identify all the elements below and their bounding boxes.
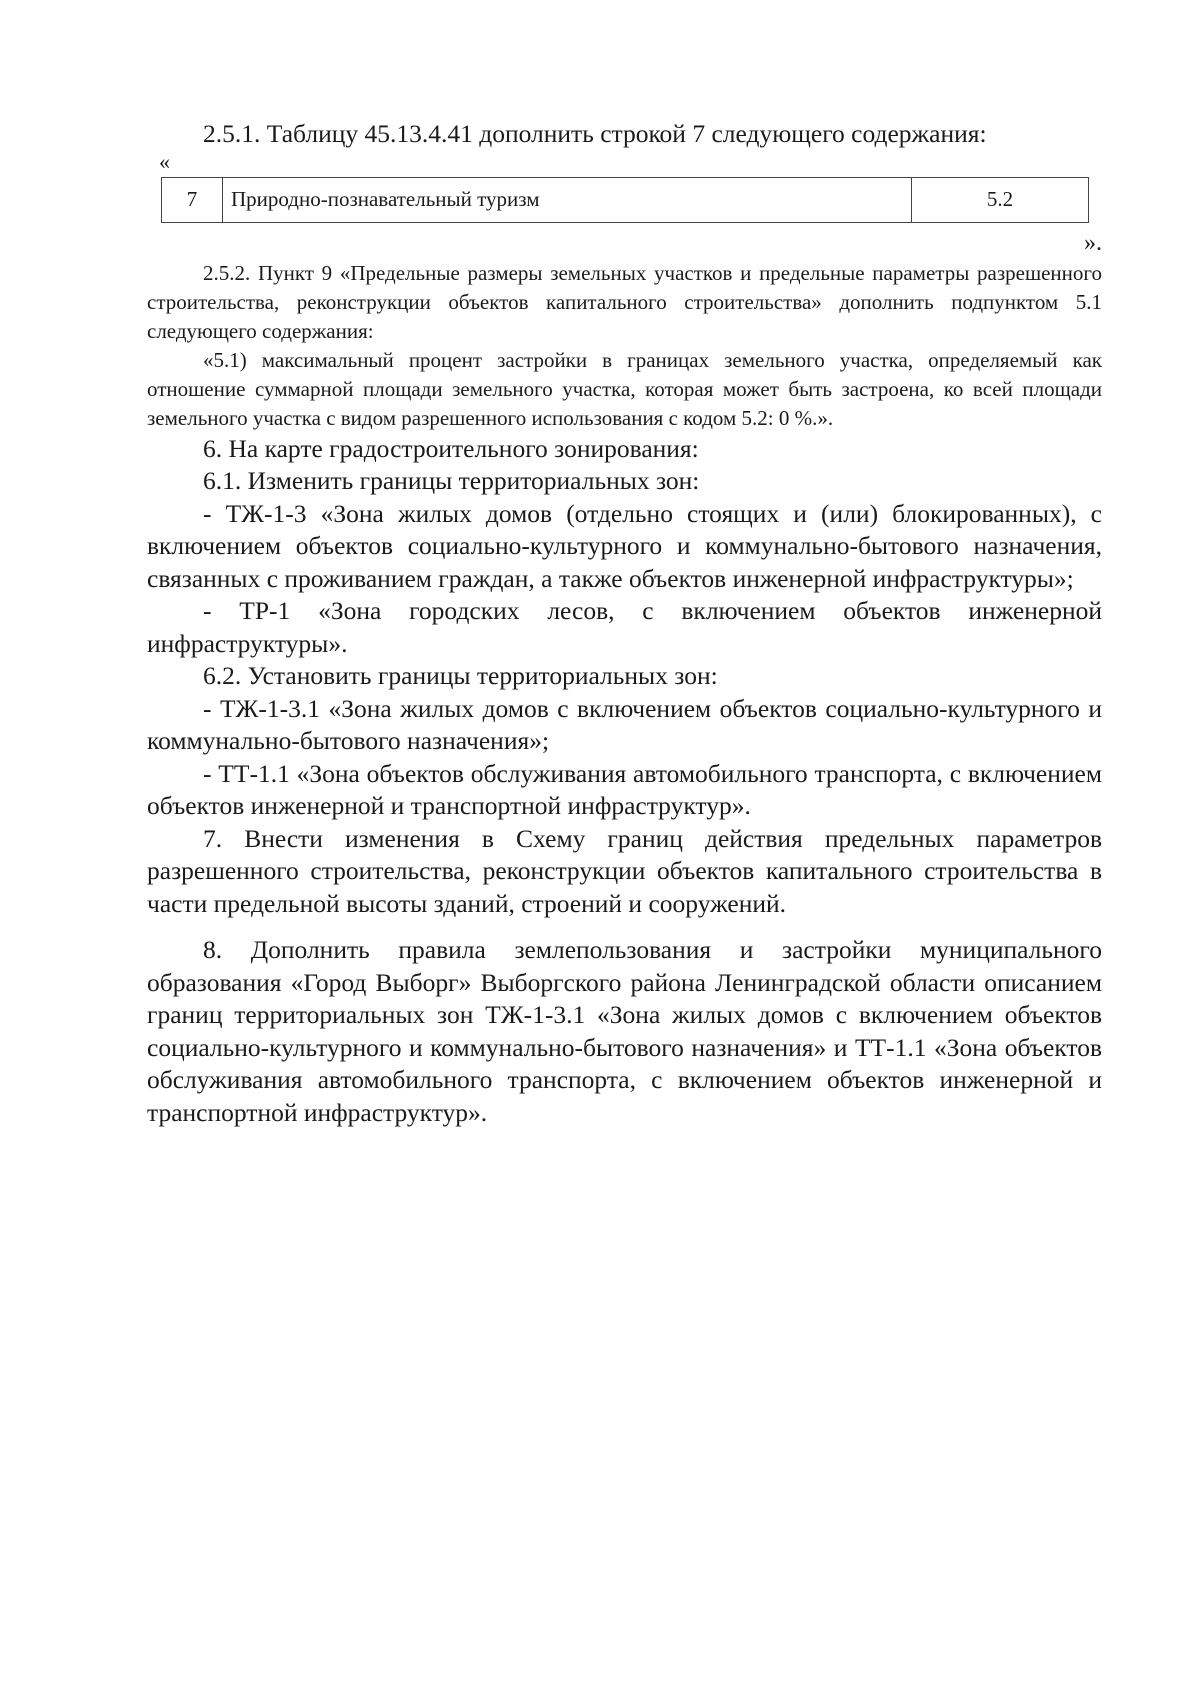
insert-table	[161, 177, 1089, 223]
paragraph-6: 6. На карте градостроительного зонирования:	[203, 433, 699, 463]
paragraph-5-1: «5.1) максимальный процент застройки в границах земельного участка, определяемый как отношение суммарной площади земельного участка, которая может быть застроена, ко всей площади земельного участка с видом разрешенного использования с кодом 5.2: 0 %.».	[147, 347, 1102, 430]
table-row	[162, 177, 1089, 222]
table-cell-code: 5.2	[912, 177, 1089, 222]
paragraph-6-2-item-2: - ТТ-1.1 «Зона объектов обслуживания автомобильного транспорта, с включением объектов инженерной и транспортной инфраструктур».	[147, 758, 1102, 820]
paragraph-6-1-item-1: - ТЖ-1-3 «Зона жилых домов (отдельно стоящих и (или) блокированных), с включением объектов социально-культурного и коммунально-бытового назначения, связанных с проживанием граждан, а также объектов инженерной инфраструктуры»;	[147, 498, 1102, 593]
paragraph-2-5-2: 2.5.2. Пункт 9 «Предельные размеры земельных участков и предельные параметры разрешенного строительства, реконструкции объектов капитального строительства» дополнить подпунктом 5.1 следующего содержания:	[147, 260, 1102, 343]
document-page	[147, 118, 1102, 1129]
paragraph-6-1-item-2: - ТР-1 «Зона городских лесов, с включением объектов инженерной инфраструктуры».	[147, 596, 1102, 658]
paragraph-7: 7. Внести изменения в Схему границ действия предельных параметров разрешенного строительства, реконструкции объектов капитального строительства в части предельной высоты зданий, строений и сооружений.	[147, 823, 1102, 918]
paragraph-2-5-1: 2.5.1. Таблицу 45.13.4.41 дополнить строкой 7 следующего содержания:	[203, 119, 987, 148]
table-cell-name: Природно-познавательный туризм	[223, 177, 912, 222]
paragraph-6-1: 6.1. Изменить границы территориальных зон:	[203, 466, 700, 495]
quote-close-mark: ».	[1084, 229, 1102, 256]
table-cell-number: 7	[162, 177, 223, 222]
paragraph-6-2-item-1: - ТЖ-1-3.1 «Зона жилых домов с включением объектов социально-культурного и коммунально-бытового назначения»;	[147, 693, 1102, 755]
quote-open-mark: «	[159, 148, 170, 174]
paragraph-6-2: 6.2. Установить границы территориальных зон:	[203, 661, 718, 690]
spacer	[147, 920, 1102, 934]
paragraph-8: 8. Дополнить правила землепользования и застройки муниципального образования «Город Выборг» Выборгского района Ленинградской области описанием границ территориальных зон ТЖ-1-3.1 «Зона жилых домов с включением объектов социально-культурного и коммунально-бытового назначения» и ТТ-1.1 «Зона объектов обслуживания автомобильного транспорта, с включением объектов инженерной и транспортной инфраструктур».	[147, 935, 1102, 1127]
